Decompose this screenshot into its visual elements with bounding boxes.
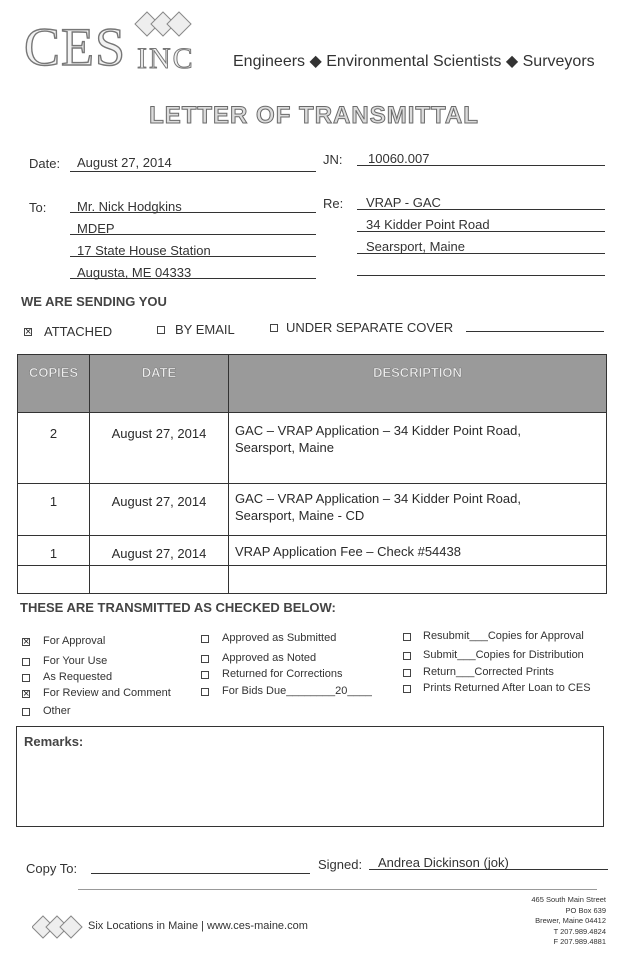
re-rule-2 [357,231,605,232]
prints-returned-label: Prints Returned After Loan to CES [423,682,591,694]
description-cell [229,413,607,484]
checked-below-heading: THESE ARE TRANSMITTED AS CHECKED BELOW: [20,600,336,615]
copy-to-rule [91,873,310,874]
to-rule-3 [70,256,316,257]
jn-label: JN: [323,152,343,167]
separate-cover-checkbox[interactable] [270,324,278,332]
other-label: Other [43,705,71,717]
bids-due-label: For Bids Due________20____ [222,685,372,697]
for-approval-label: For Approval [43,635,106,647]
date-cell: August 27, 2014 [90,484,229,536]
for-review-label: For Review and Comment [43,687,171,699]
to-line-3: 17 State House Station [77,243,211,258]
table-row [18,484,607,536]
table-row [18,566,607,594]
remarks-box[interactable] [16,726,604,827]
to-rule-2 [70,234,316,235]
footer-address [531,895,606,948]
re-line-1: VRAP - GAC [366,195,441,210]
return-checkbox[interactable] [403,669,411,677]
by-email-label: BY EMAIL [175,322,235,337]
description-line-1: GAC – VRAP Application – 34 Kidder Point Road, [235,491,521,506]
address-line-pobox: PO Box 639 [565,905,606,915]
table-row [18,413,607,484]
description-line-1: GAC – VRAP Application – 34 Kidder Point Road, [235,423,521,438]
re-line-3: Searsport, Maine [366,239,465,254]
description-cell [229,566,607,594]
re-rule-1 [357,209,605,210]
date-value: August 27, 2014 [77,155,172,170]
footer-website: Six Locations in Maine | www.ces-maine.com [88,920,308,932]
copies-cell [18,566,90,594]
re-rule-4 [357,275,605,276]
copies-cell: 2 [18,413,90,484]
returned-corrections-label: Returned for Corrections [222,668,343,680]
re-rule-3 [357,253,605,254]
jn-value: 10060.007 [368,151,430,166]
description-cell [229,484,607,536]
resubmit-label: Resubmit___Copies for Approval [423,630,584,642]
copy-to-label: Copy To: [26,861,78,876]
to-line-4: Augusta, ME 04333 [77,265,192,280]
for-your-use-checkbox[interactable] [22,658,30,666]
by-email-checkbox[interactable] [157,326,165,334]
signed-value: Andrea Dickinson (jok) [378,855,509,870]
approved-noted-label: Approved as Noted [222,652,317,664]
submit-label: Submit___Copies for Distribution [423,649,584,661]
date-cell: August 27, 2014 [90,413,229,484]
address-line-fax: F 207.989.4881 [553,937,606,946]
to-line-1: Mr. Nick Hodgkins [77,199,182,214]
to-rule-1 [70,212,316,213]
to-line-2: MDEP [77,221,115,236]
attached-label: ATTACHED [44,324,113,339]
resubmit-checkbox[interactable] [403,633,411,641]
prints-returned-checkbox[interactable] [403,685,411,693]
remarks-label: Remarks: [24,734,84,749]
page-title: LETTER OF TRANSMITTAL [149,102,479,129]
returned-corrections-checkbox[interactable] [201,671,209,679]
signed-label: Signed: [318,857,363,872]
company-logo-suffix: INC [137,42,195,75]
bids-due-checkbox[interactable] [201,688,209,696]
table-row [18,536,607,566]
for-your-use-label: For Your Use [43,655,108,667]
date-cell [90,566,229,594]
attached-checkbox[interactable] [24,328,32,336]
re-label: Re: [323,196,344,211]
approved-submitted-label: Approved as Submitted [222,632,337,644]
footer-divider [78,889,597,890]
copies-header: COPIES [18,355,90,413]
date-rule [70,171,316,172]
return-label: Return___Corrected Prints [423,666,554,678]
as-requested-checkbox[interactable] [22,674,30,682]
to-rule-4 [70,278,316,279]
submit-checkbox[interactable] [403,652,411,660]
company-tagline: Engineers ◆ Environmental Scientists ◆ Surveyors [233,53,595,70]
table-header-row [18,355,607,413]
description-line-2: Searsport, Maine [235,440,334,455]
sending-heading: WE ARE SENDING YOU [21,294,167,309]
company-logo: CES [24,17,127,77]
date-header: DATE [90,355,229,413]
approved-submitted-checkbox[interactable] [201,635,209,643]
date-label: Date: [29,156,61,171]
jn-rule [357,165,605,166]
re-line-2: 34 Kidder Point Road [366,217,490,232]
address-line-phone: T 207.989.4824 [553,926,606,936]
description-line-2: Searsport, Maine - CD [235,508,365,523]
as-requested-label: As Requested [43,671,113,683]
approved-noted-checkbox[interactable] [201,655,209,663]
description-header: DESCRIPTION [229,355,607,413]
date-cell: August 27, 2014 [90,536,229,566]
copies-cell: 1 [18,484,90,536]
separate-cover-label: UNDER SEPARATE COVER [286,320,454,335]
address-line-city: Brewer, Maine 04412 [535,916,606,925]
description-cell: VRAP Application Fee – Check #54438 [229,536,607,566]
to-label: To: [29,200,47,215]
signed-rule [369,869,608,870]
separate-cover-rule [466,331,604,332]
address-line-street: 465 South Main Street [531,895,606,904]
copies-cell: 1 [18,536,90,566]
for-review-checkbox[interactable] [22,690,30,698]
for-approval-checkbox[interactable] [22,638,30,646]
transmittal-table [17,354,607,594]
footer-diamond-icon [32,913,84,948]
other-checkbox[interactable] [22,708,30,716]
